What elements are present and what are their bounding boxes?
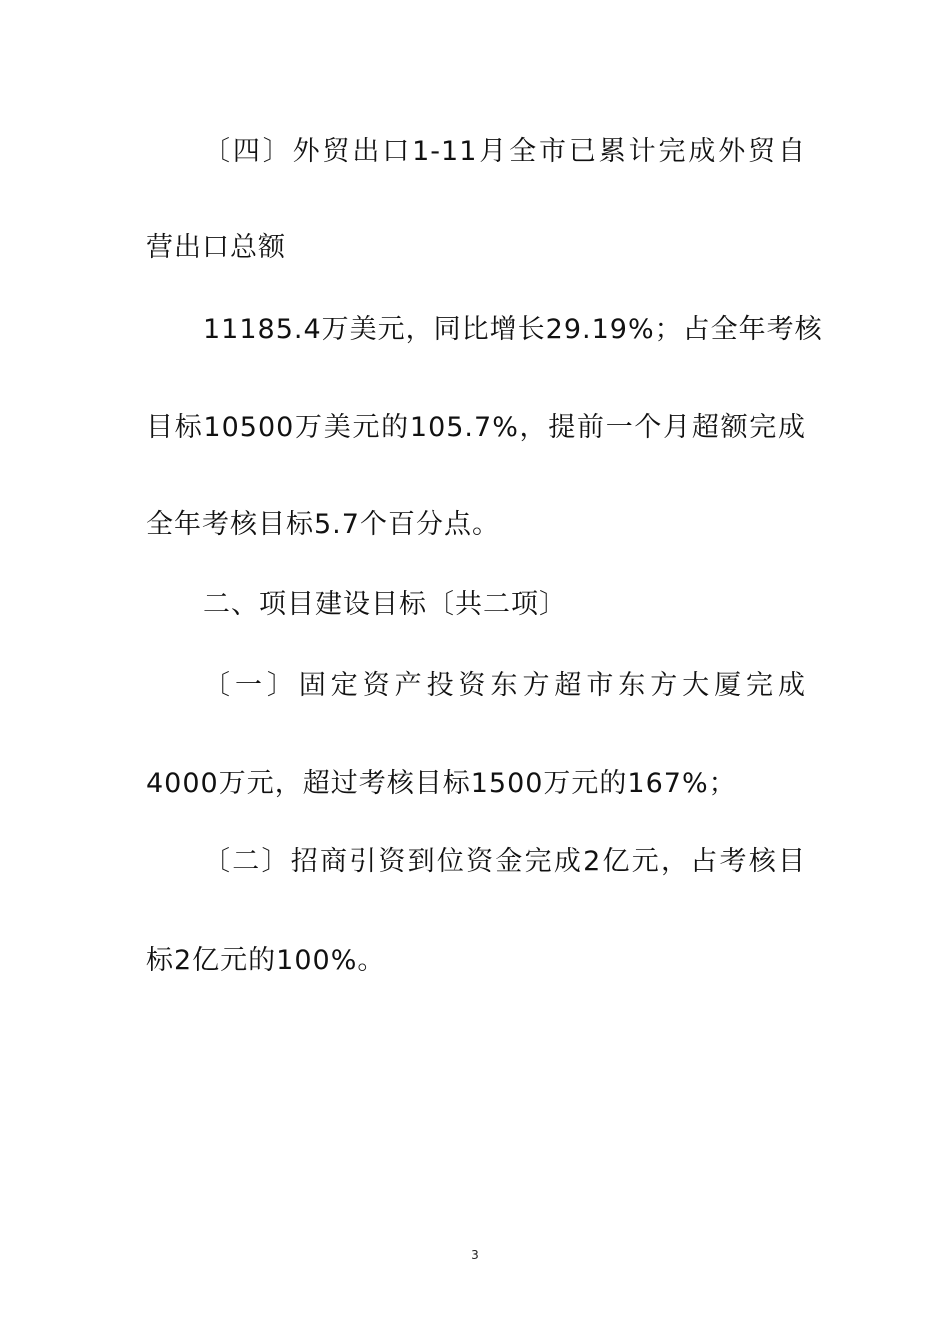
paragraph-investment-line-2: 标2亿元的100%。 [146,945,386,976]
page-number: 3 [471,1248,479,1262]
paragraph-fixed-assets-line-2: 4000万元，超过考核目标1500万元的167%； [146,768,737,799]
paragraph-export-value-line-2: 目标10500万美元的105.7%，提前一个月超额完成 [146,412,806,443]
paragraph-investment-line-1: 〔二〕招商引资到位资金完成2亿元，占考核目 [203,846,806,877]
paragraph-export-value-line-1: 11185.4万美元，同比增长29.19%；占全年考核 [203,314,823,345]
paragraph-fixed-assets-line-1: 〔一〕固定资产投资东方超市东方大厦完成 [203,670,806,701]
paragraph-export-value-line-3: 全年考核目标5.7个百分点。 [146,509,500,540]
paragraph-foreign-trade-line-1: 〔四〕外贸出口1-11月全市已累计完成外贸自 [203,136,806,167]
paragraph-foreign-trade-line-2: 营出口总额 [146,232,286,263]
section-heading-project-goals: 二、项目建设目标〔共二项〕 [203,589,567,620]
